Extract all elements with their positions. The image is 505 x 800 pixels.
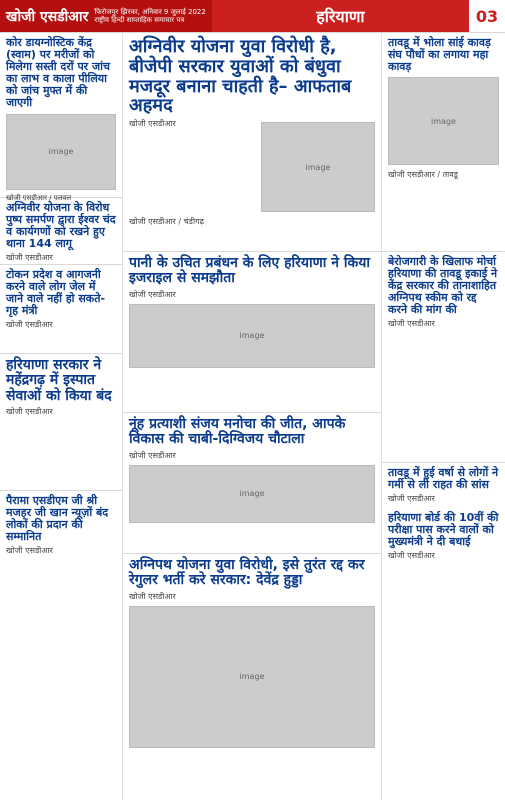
right-1-headline: तावडू में भोला सांई कावड़ संघ पौधों का लगाया महा कावड़ bbox=[388, 36, 491, 74]
right-block-1 bbox=[382, 32, 505, 251]
center-3-headline: नूंह प्रत्याशी संजय मनोचा की जीत, आपके विकास की चाबी-दिग्विजय चौटाला bbox=[129, 416, 346, 448]
right-2-byline: खोजी एसडीआर bbox=[388, 319, 435, 329]
right-3-byline: खोजी एसडीआर bbox=[388, 494, 435, 504]
caption: खोजी एसडीआर / पलवल bbox=[6, 193, 72, 202]
center-1-byline-2: खोजी एसडीआर / चंडीगढ़ bbox=[129, 217, 205, 227]
page-header bbox=[0, 0, 505, 32]
right-block-2 bbox=[382, 251, 505, 462]
masthead-meta bbox=[94, 8, 206, 25]
center-4-headline: अग्निपथ योजना युवा विरोधी, इसे तुरंत रद्द कर रेगुलर भर्ती करे सरकार: देवेंद्र हुड्डा bbox=[129, 557, 365, 589]
left-block-5 bbox=[0, 490, 122, 800]
left-2-byline: खोजी एसडीआर bbox=[6, 253, 53, 263]
center-1-headline: अग्निवीर योजना युवा विरोधी है, बीजेपी सरकार युवाओं को बंधुवा मजदूर बनाना चाहती है– आफताब अहमद bbox=[129, 36, 352, 117]
center-2-headline: पानी के उचित प्रबंधन के लिए हरियाणा ने किया इजराइल से समझौता bbox=[129, 255, 371, 287]
left-5-byline: खोजी एसडीआर bbox=[6, 546, 53, 556]
center-block-4 bbox=[123, 553, 381, 800]
right-2-headline: बेरोजगारी के खिलाफ मोर्चा हरियाणा की तावडू इकाई ने केंद्र सरकार की तानाशाहित अग्निपथ स्कीम को रद्द करने की मांग की bbox=[388, 255, 498, 317]
photo: image bbox=[261, 122, 375, 212]
photo: image bbox=[129, 304, 375, 368]
left-4-headline: हरियाणा सरकार ने महेंद्रगढ़ में इस्पात सेवाओं को किया बंद bbox=[6, 357, 112, 404]
left-block-2 bbox=[0, 197, 122, 264]
right-1-byline: खोजी एसडीआर / तावडू bbox=[388, 170, 458, 180]
center-4-byline: खोजी एसडीआर bbox=[129, 591, 176, 601]
meta-line-2: राष्ट्रीय हिन्दी साप्ताहिक समाचार पत्र bbox=[94, 16, 185, 24]
center-1-byline-1: खोजी एसडीआर bbox=[129, 119, 176, 129]
brand-name: खोजी एसडीआर bbox=[6, 8, 89, 25]
left-block-1 bbox=[0, 32, 122, 202]
right-3-headline: तावडू में हुई वर्षा से लोगों ने गर्मी से ली राहत की सांस bbox=[388, 466, 499, 492]
center-block-3 bbox=[123, 412, 381, 553]
center-1-two-col bbox=[123, 118, 381, 216]
left-4-byline: खोजी एसडीआर bbox=[6, 407, 53, 417]
photo: image bbox=[129, 606, 375, 748]
left-2-headline: अग्निवीर योजना के विरोध पुष्प समर्पण द्वारा ईश्वर चंद व कार्यगणों को रखने हुए थाना 144 लागू bbox=[6, 201, 116, 251]
center-2-byline: खोजी एसडीआर bbox=[129, 289, 176, 299]
left-column bbox=[0, 32, 123, 800]
photo: image bbox=[6, 114, 116, 190]
center-block-1 bbox=[123, 32, 381, 251]
right-4-headline: हरियाणा बोर्ड की 10वीं की परीक्षा पास करने वालों को मुख्यमंत्री ने दी बधाई bbox=[388, 511, 499, 549]
left-block-4 bbox=[0, 353, 122, 490]
left-1-headline: कोर डायग्नोस्टिक केंद्र (स्वाम) पर मरीजों को मिलेगा सस्ती दरों पर जांच का लाभ व काला पीलिया को जांच मुफ्त में की जाएगी bbox=[6, 36, 111, 110]
section-title: हरियाणा bbox=[316, 7, 365, 26]
page-number: 03 bbox=[469, 0, 505, 32]
right-block-3 bbox=[382, 462, 505, 785]
masthead-logo bbox=[0, 0, 212, 32]
left-block-3 bbox=[0, 264, 122, 353]
center-3-byline: खोजी एसडीआर bbox=[129, 450, 176, 460]
photo: image bbox=[129, 465, 375, 523]
photo: image bbox=[388, 77, 499, 165]
left-3-byline: खोजी एसडीआर bbox=[6, 320, 53, 330]
left-3-headline: टोकन प्रदेश व आगजनी करने वाले लोग जेल में जाने वाले नहीं हो सकते- गृह मंत्री bbox=[6, 268, 106, 318]
center-column bbox=[123, 32, 382, 800]
left-5-headline: पैरामा एसडीएम जी श्री मजहर जी खान न्यूज़ों बंद लोकों की प्रदान की सम्मानित bbox=[6, 494, 109, 544]
content-grid bbox=[0, 32, 505, 800]
meta-line-1: फिरोजपुर झिरका, अनिवार 9 जुलाई 2022 bbox=[94, 7, 206, 16]
center-block-2 bbox=[123, 251, 381, 412]
right-column bbox=[382, 32, 505, 800]
right-4-byline: खोजी एसडीआर bbox=[388, 551, 435, 561]
